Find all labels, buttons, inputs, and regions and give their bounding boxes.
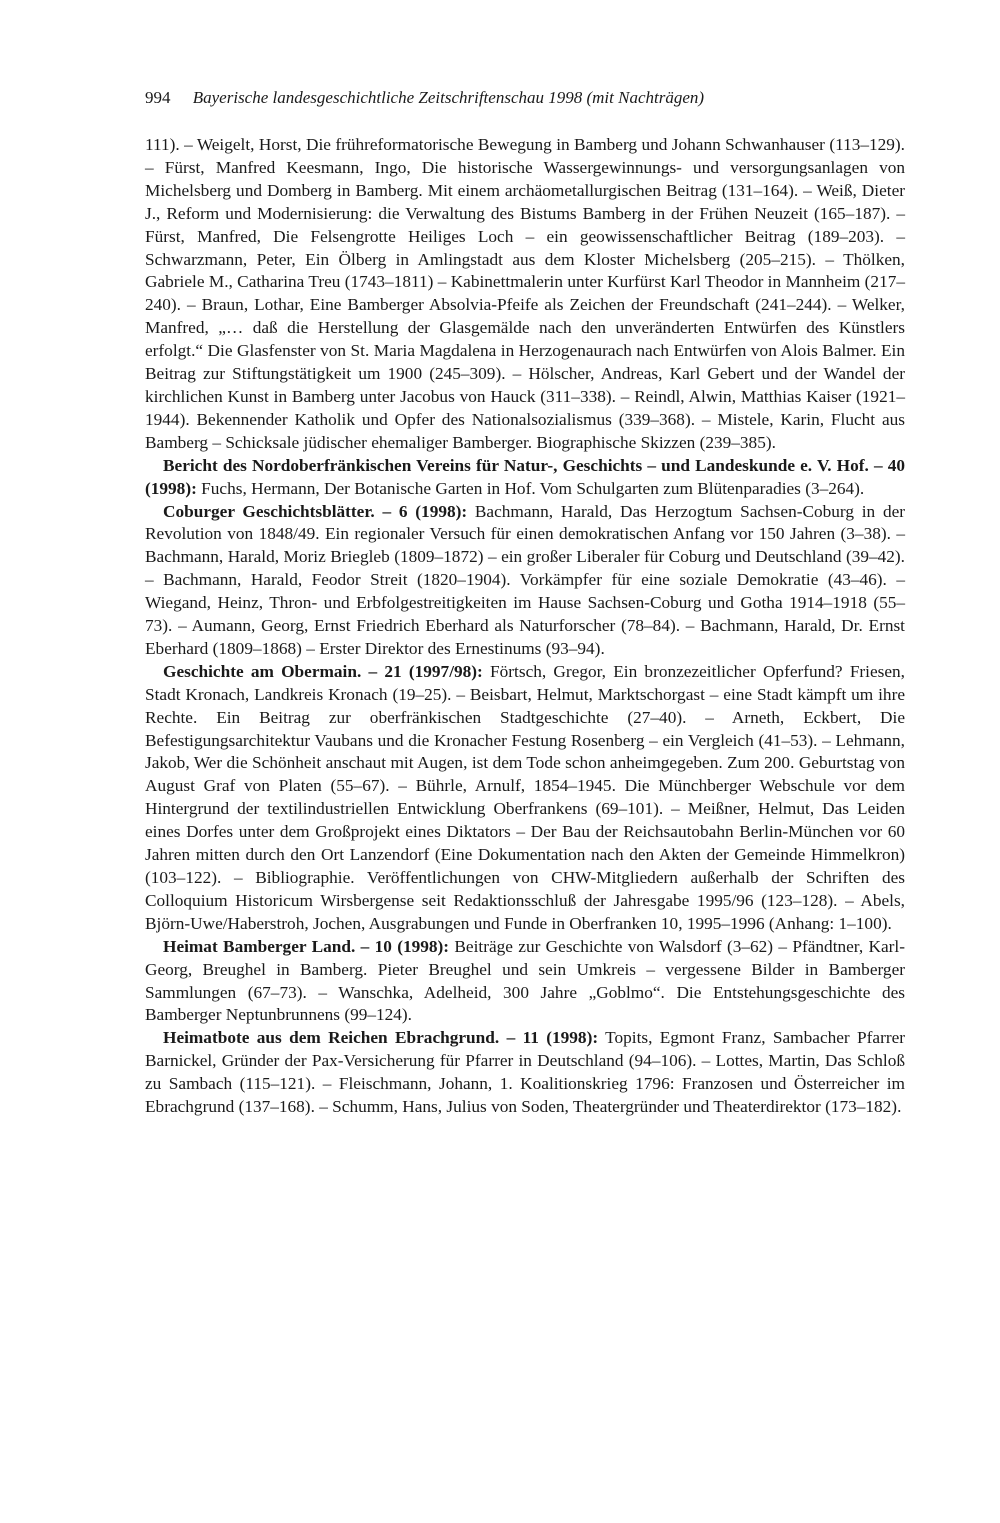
journal-entry: [145, 455, 905, 501]
journal-issue: – 6 (1998):: [382, 501, 468, 521]
journal-issue: – 11 (1998):: [506, 1028, 599, 1048]
journal-entry: [145, 936, 905, 1028]
document-page: [145, 88, 905, 1119]
running-header: [145, 88, 905, 108]
journal-title: Geschichte am Obermain.: [163, 661, 362, 681]
journal-title: Bericht des Nordoberfränkischen Vereins für Natur-, Geschichts – und Landeskunde e. V. Hof.: [163, 455, 869, 475]
journal-title: Coburger Geschichtsblätter.: [163, 501, 375, 521]
continuation-paragraph: [145, 134, 905, 455]
entry-text: Topits, Egmont Franz, Sambacher Pfarrer Barnickel, Gründer der Pax-Versicherung für Pfarrer in Deutschland (94–106). – Lottes, Martin, Das Schloß zu Sambach (115–121). – Fleischmann, Johann, 1. Koalitionskrieg 1796: Franzosen und Österreicher im Ebrachgrund (137–168). – Schumm, Hans, Julius von Soden, Theatergründer und Theaterdirektor (173–182).: [145, 1028, 906, 1117]
journal-issue: – 21 (1997/98):: [368, 661, 483, 681]
entry-text: Beiträge zur Geschichte von Walsdorf (3–62) – Pfändtner, Karl-Georg, Breughel in Bamberg. Pieter Breughel und sein Umkreis – vergessene Bilder in Bamberger Sammlungen (67–73). – Wanschka, Adelheid, 300 Jahre „Goblmo“. Die Entstehungsgeschichte des Bamberger Neptunbrunnens (99–124).: [145, 936, 905, 1025]
bibliography-body: [145, 134, 905, 1119]
entry-text: Fuchs, Hermann, Der Botanische Garten in Hof. Vom Schulgarten zum Blütenparadies (3–264).: [201, 478, 865, 498]
journal-entry: [145, 661, 905, 936]
journal-title: Heimat Bamberger Land.: [163, 936, 356, 956]
entry-text: 111). – Weigelt, Horst, Die frühreformatorische Bewegung in Bamberg und Johann Schwanhauser (113–129). – Fürst, Manfred Keesmann, Ingo, Die historische Wassergewinnungs- und versorgungsanlagen von Michelsberg und Domberg in Bamberg. Mit einem archäometallurgischen Beitrag (131–164). – Weiß, Dieter J., Reform und Modernisierung: die Verwaltung des Bistums Bamberg in der Frühen Neuzeit (165–187). – Fürst, Manfred, Die Felsengrotte Heiliges Loch – ein geowissenschaftlicher Beitrag (189–203). – Schwarzmann, Peter, Ein Ölberg in Amlingstadt aus dem Kloster Michelsberg (205–215). – Thölken, Gabriele M., Catharina Treu (1743–1811) – Kabinettmalerin unter Kurfürst Karl Theodor in Mannheim (217–240). – Braun, Lothar, Eine Bamberger Absolvia-Pfeife als Zeichen der Freundschaft (241–244). – Welker, Manfred, „… daß die Herstellung der Glasgemälde nach den unveränderten Entwürfen des Künstlers erfolgt.“ Die Glasfenster von St. Maria Magdalena in Herzogenaurach nach Entwürfen von Alois Balmer. Ein Beitrag zur Stiftungstätigkeit um 1900 (245–309). – Hölscher, Andreas, Karl Gebert und der Wandel der kirchlichen Kunst in Bamberg unter Jacobus von Hauck (311–338). – Reindl, Alwin, Matthias Kaiser (1921–1944). Bekennender Katholik und Opfer des Nationalsozialismus (339–368). – Mistele, Karin, Flucht aus Bamberg – Schicksale jüdischer ehemaliger Bamberger. Biographische Skizzen (239–385).: [145, 135, 905, 452]
journal-issue: – 10 (1998):: [360, 936, 450, 956]
journal-title: Heimatbote aus dem Reichen Ebrachgrund.: [163, 1028, 500, 1048]
journal-entry: [145, 1027, 905, 1119]
entry-text: Bachmann, Harald, Das Herzogtum Sachsen-Coburg in der Revolution von 1848/49. Ein regionaler Versuch für einen demokratischen Anfang vor 150 Jahren (3–38). – Bachmann, Harald, Moriz Briegleb (1809–1872) – ein großer Liberaler für Coburg und Deutschland (39–42). – Bachmann, Harald, Feodor Streit (1820–1904). Vorkämpfer für eine soziale Demokratie (43–46). – Wiegand, Heinz, Thron- und Erbfolgestreitigkeiten im Hause Sachsen-Coburg und Gotha 1914–1918 (55–73). – Aumann, Georg, Ernst Friedrich Eberhard als Naturforscher (78–84). – Bachmann, Harald, Dr. Ernst Eberhard (1809–1868) – Erster Direktor des Ernestinums (93–94).: [145, 501, 906, 658]
journal-issue: – 40 (1998):: [145, 455, 906, 498]
entry-text: Förtsch, Gregor, Ein bronzezeitlicher Opferfund? Friesen, Stadt Kronach, Landkreis Kronach (19–25). – Beisbart, Helmut, Marktschorgast – eine Stadt kämpft um ihre Rechte. Ein Beitrag zur oberfränkischen Stadtgeschichte (27–40). – Arneth, Eckbert, Die Befestigungsarchitektur Vaubans und die Kronacher Festung Rosenberg – ein Vergleich (41–53). – Lehmann, Jakob, Wer die Schönheit anschaut mit Augen, ist dem Tode schon anheimgegeben. Zum 200. Geburtstag von August Graf von Platen (55–67). – Bührle, Arnulf, 1854–1945. Die Münchberger Webschule vor dem Hintergrund der textilindustriellen Entwicklung Oberfrankens (69–101). – Meißner, Helmut, Das Leiden eines Dorfes unter dem Großprojekt eines Diktators – Der Bau der Reichsautobahn Berlin-München vor 60 Jahren mitten durch den Ort Lanzendorf (Eine Dokumentation nach den Akten der Gemeinde Himmelkron) (103–122). – Bibliographie. Veröffentlichungen von CHW-Mitgliedern außerhalb der Schriften des Colloquium Historicum Wirsbergense seit Redaktionsschluß der Jahresgabe 1995/96 (123–128). – Abels, Björn-Uwe/Haberstroh, Jochen, Ausgrabungen und Funde in Oberfranken 10, 1995–1996 (Anhang: 1–100).: [145, 661, 906, 933]
journal-entry: [145, 501, 905, 661]
page-number: 994: [145, 88, 171, 107]
running-title: Bayerische landesgeschichtliche Zeitschriftenschau 1998 (mit Nachträgen): [192, 88, 705, 107]
